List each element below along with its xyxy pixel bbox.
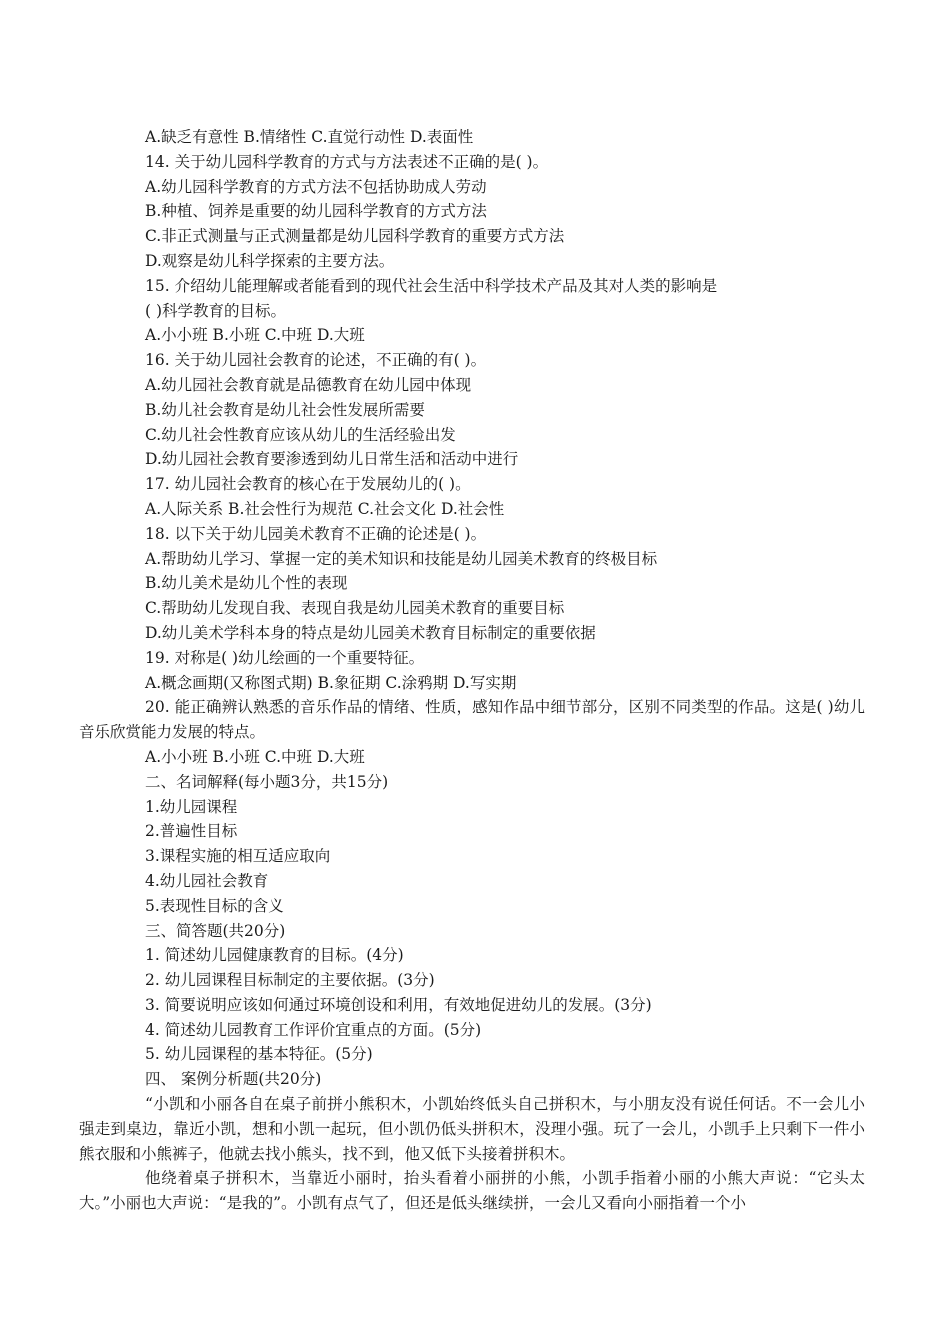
text-line: B.幼儿社会教育是幼儿社会性发展所需要 (145, 400, 425, 419)
text-line: 3. 简要说明应该如何通过环境创设和利用，有效地促进幼儿的发展。(3分) (145, 995, 652, 1014)
text-line: D.幼儿园社会教育要渗透到幼儿日常生活和活动中进行 (145, 450, 519, 469)
text-line: C.帮助幼儿发现自我、表现自我是幼儿园美术教育的重要目标 (145, 599, 565, 618)
text-line: A.缺乏有意性 B.情绪性 C.直觉行动性 D.表面性 (145, 128, 474, 146)
text-line: 2. 幼儿园课程目标制定的主要依据。(3分) (145, 971, 435, 990)
text-line: ( )科学教育的目标。 (145, 301, 287, 320)
text-line: D.幼儿美术学科本身的特点是幼儿园美术教育目标制定的重要依据 (145, 623, 596, 642)
text-line: B.种植、饲养是重要的幼儿园科学教育的方式方法 (145, 202, 487, 221)
text-line: 1. 简述幼儿园健康教育的目标。(4分) (145, 946, 404, 965)
text-line: A.小小班 B.小班 C.中班 D.大班 (145, 326, 365, 345)
text-line: C.非正式测量与正式测量都是幼儿园科学教育的重要方式方法 (145, 227, 565, 246)
text-line: 5. 幼儿园课程的基本特征。(5分) (145, 1045, 373, 1064)
text-line: 19. 对称是( )幼儿绘画的一个重要特征。 (145, 648, 425, 667)
case-paragraph-1: “小凯和小丽各自在桌子前拼小熊积木，小凯始终低头自己拼积木，与小朋友没有说任何话。不一会儿小强走到桌边，靠近小凯，想和小凯一起玩，但小凯仍低头拼积木，没理小强。玩了一会儿，小凯手上只剩下一件小熊衣服和小熊裤子，他就去找小熊头，找不到，他又低下头接着拼积木。 (79, 1095, 865, 1163)
text-line: B.幼儿美术是幼儿个性的表现 (145, 574, 348, 593)
text-line: 14. 关于幼儿园科学教育的方式与方法表述不正确的是( )。 (145, 152, 549, 171)
text-line: C.幼儿社会性教育应该从幼儿的生活经验出发 (145, 425, 456, 444)
question-20: 20. 能正确辨认熟悉的音乐作品的情绪、性质，感知作品中细节部分，区别不同类型的作品。这是( )幼儿音乐欣赏能力发展的特点。 (79, 698, 865, 742)
document-page (79, 125, 865, 1216)
section-heading: 三、简答题(共20分) (145, 921, 286, 940)
text-line: A.小小班 B.小班 C.中班 D.大班 (145, 747, 365, 766)
text-line: 16. 关于幼儿园社会教育的论述，不正确的有( )。 (145, 351, 487, 370)
text-line: 1.幼儿园课程 (145, 797, 238, 816)
text-line: A.概念画期(又称图式期) B.象征期 C.涂鸦期 D.写实期 (145, 673, 517, 692)
text-line: 17. 幼儿园社会教育的核心在于发展幼儿的( )。 (145, 475, 471, 494)
text-line: 3.课程实施的相互适应取向 (145, 847, 331, 866)
text-line: 15. 介绍幼儿能理解或者能看到的现代社会生活中科学技术产品及其对人类的影响是 (145, 276, 718, 295)
section-heading: 四、 案例分析题(共20分) (145, 1070, 322, 1089)
text-line: 18. 以下关于幼儿园美术教育不正确的论述是( )。 (145, 524, 487, 543)
text-line: A.帮助幼儿学习、掌握一定的美术知识和技能是幼儿园美术教育的终极目标 (145, 549, 658, 568)
text-line: 4. 简述幼儿园教育工作评价宜重点的方面。(5分) (145, 1020, 482, 1039)
text-line: 5.表现性目标的含义 (145, 896, 284, 915)
case-paragraph-2: 他绕着桌子拼积木，当靠近小丽时，抬头看着小丽拼的小熊，小凯手指着小丽的小熊大声说：“它头太大。”小丽也大声说：“是我的”。小凯有点气了，但还是低头继续拼，一会儿又看向小丽指着一个小 (79, 1169, 865, 1213)
text-line: A.人际关系 B.社会性行为规范 C.社会文化 D.社会性 (145, 499, 505, 518)
section-heading: 二、名词解释(每小题3分，共15分) (145, 772, 389, 791)
text-line: 4.幼儿园社会教育 (145, 871, 269, 890)
text-line: 2.普遍性目标 (145, 822, 238, 841)
text-line: A.幼儿园科学教育的方式方法不包括协助成人劳动 (145, 177, 487, 196)
text-line: A.幼儿园社会教育就是品德教育在幼儿园中体现 (145, 375, 472, 394)
text-line: D.观察是幼儿科学探索的主要方法。 (145, 251, 395, 270)
